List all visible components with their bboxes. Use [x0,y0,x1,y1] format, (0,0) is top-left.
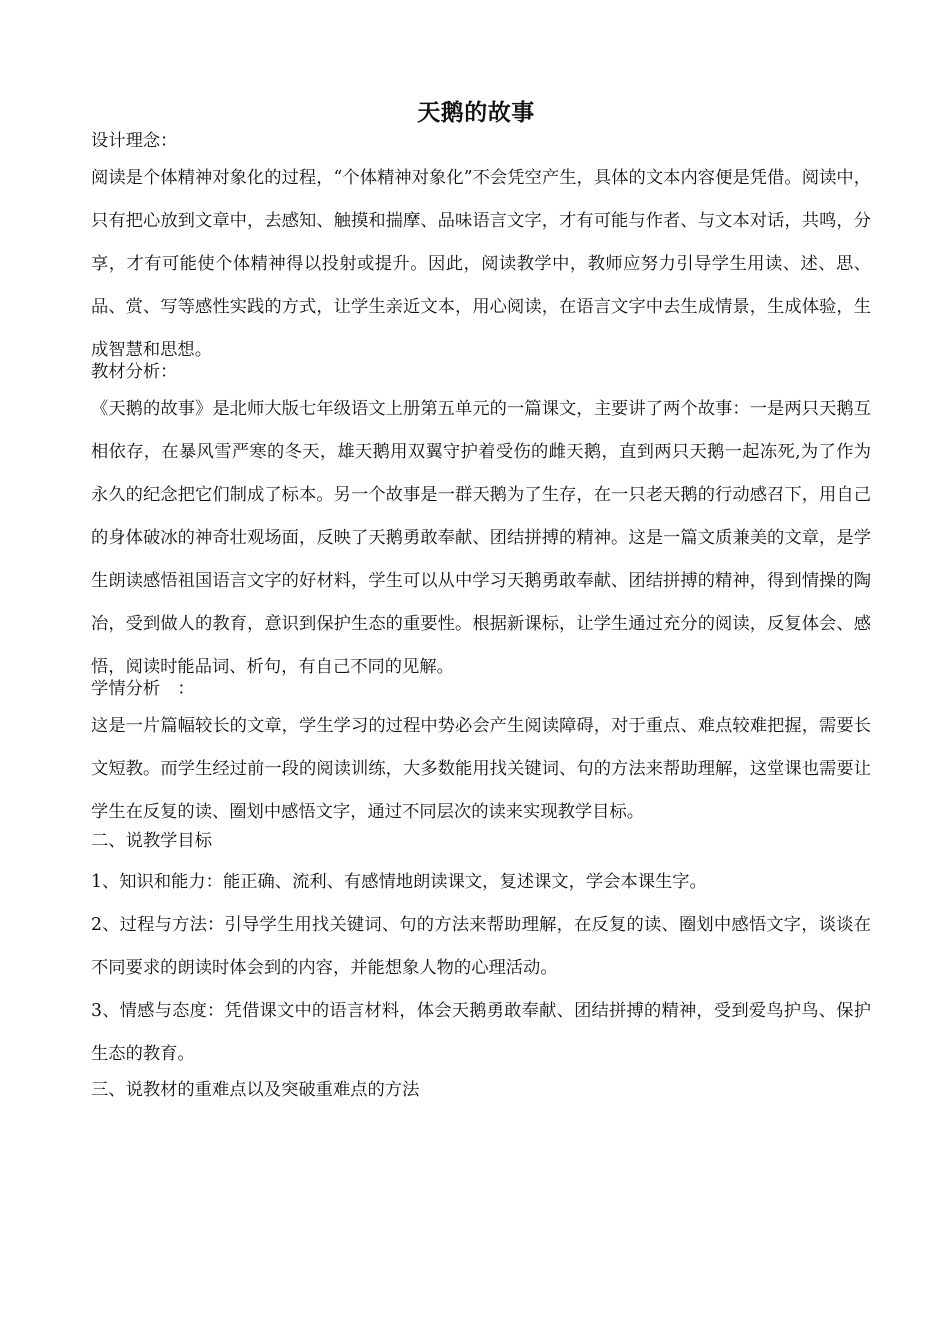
design-concept-heading: 设计理念： [91,131,178,151]
document-body [91,131,871,1120]
goal-item-2: 2、过程与方法：引导学生用找关键词、句的方法来帮助理解，在反复的读、圈划中感悟文字，谈谈在不同要求的朗读时体会到的内容，并能想象人物的心理活动。 [91,915,871,978]
design-concept-paragraph: 阅读是个体精神对象化的过程，“个体精神对象化”不会凭空产生，具体的文本内容便是凭借。阅读中，只有把心放到文章中，去感知、触摸和揣摩、品味语言文字，才有可能与作者、与文本对话，共鸣，分享，才有可能使个体精神得以投射或提升。因此，阅读教学中，教师应努力引导学生用读、述、思、品、赏、写等感性实践的方式，让学生亲近文本，用心阅读，在语言文字中去生成情景，生成体验，生成智慧和思想。 [91,168,871,360]
teaching-goals-heading: 二、说教学目标 [91,831,212,851]
student-analysis-paragraph: 这是一片篇幅较长的文章，学生学习的过程中势必会产生阅读障碍，对于重点、难点较难把握，需要长文短教。而学生经过前一段的阅读训练，大多数能用找关键词、句的方法来帮助理解，这堂课也需要让学生在反复的读、圈划中感悟文字，通过不同层次的读来实现教学目标。 [91,716,871,822]
material-analysis-heading: 教材分析： [91,362,178,382]
key-difficulties-heading: 三、说教材的重难点以及突破重难点的方法 [91,1080,420,1100]
document-title: 天鹅的故事 [417,100,535,126]
material-analysis-paragraph: 《天鹅的故事》是北师大版七年级语文上册第五单元的一篇课文，主要讲了两个故事：一是两只天鹅互相依存，在暴风雪严寒的冬天，雄天鹅用双翼守护着受伤的雌天鹅，直到两只天鹅一起冻死,为了作为永久的纪念把它们制成了标本。另一个故事是一群天鹅为了生存，在一只老天鹅的行动感召下，用自己的身体破冰的神奇壮观场面，反映了天鹅勇敢奉献、团结拼搏的精神。这是一篇文质兼美的文章，是学生朗读感悟祖国语言文字的好材料，学生可以从中学习天鹅勇敢奉献、团结拼搏的精神，得到情操的陶冶，受到做人的教育，意识到保护生态的重要性。根据新课标，让学生通过充分的阅读，反复体会、感悟，阅读时能品词、析句，有自己不同的见解。 [91,399,871,677]
goal-item-3: 3、情感与态度：凭借课文中的语言材料，体会天鹅勇敢奉献、团结拼搏的精神，受到爱鸟护鸟、保护生态的教育。 [91,1001,871,1064]
goal-item-1: 1、知识和能力：能正确、流利、有感情地朗读课文，复述课文，学会本课生字。 [91,872,707,892]
student-analysis-heading: 学情分析 ： [91,679,195,699]
